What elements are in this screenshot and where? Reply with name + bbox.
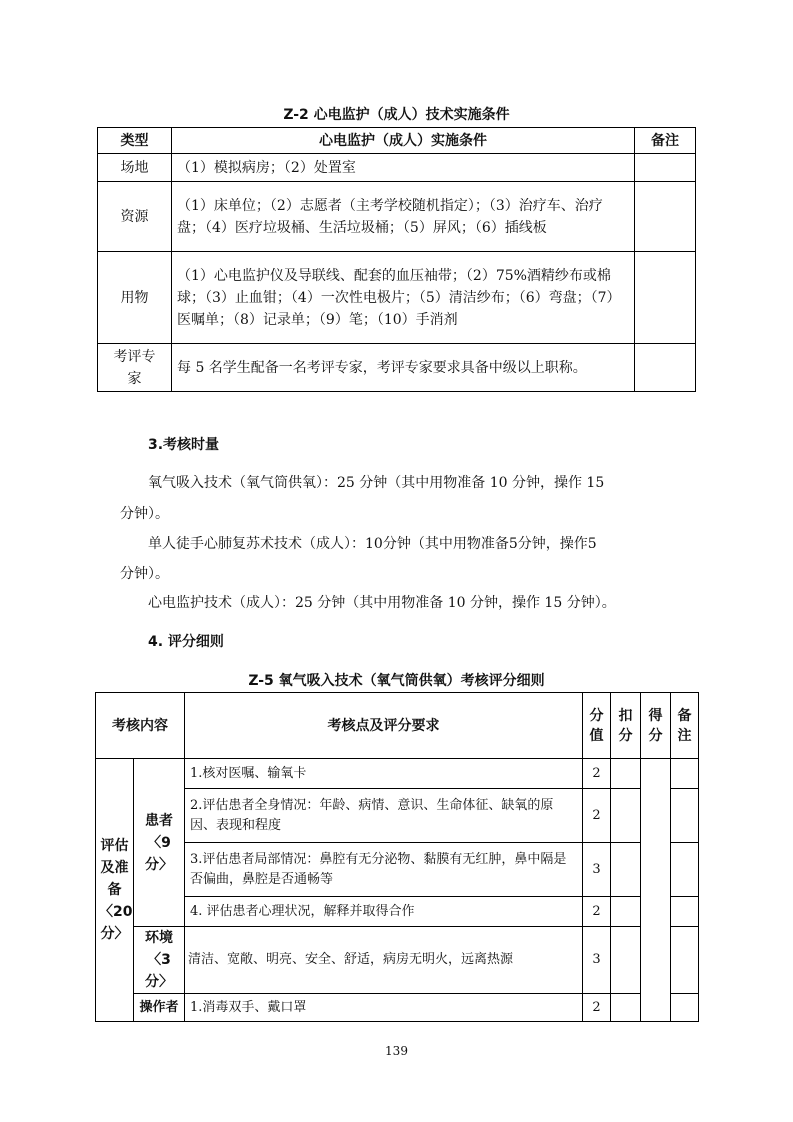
table-row [96, 843, 699, 897]
row-note [671, 897, 699, 927]
conditions-table [97, 127, 696, 392]
row-score: 3 [583, 927, 611, 994]
row-note [635, 252, 696, 344]
section4-heading: 4. 评分细则 [148, 634, 224, 650]
section3-heading: 3.考核时量 [148, 437, 220, 453]
header-note: 备注 [671, 693, 699, 759]
row-text: 3.评估患者局部情况：鼻腔有无分泌物、黏膜有无红肿，鼻中隔是否偏曲，鼻腔是否通畅等 [185, 843, 583, 897]
header-content: 考核内容 [96, 693, 185, 759]
group-label: 评估及准备〈20分〉 [96, 759, 134, 1022]
table1-caption: Z-2 心电监护（成人）技术实施条件 [283, 107, 510, 123]
row-note [635, 344, 696, 392]
got-cell [641, 759, 671, 1022]
paragraph-cpr-time-cont: 分钟）。 [120, 566, 169, 582]
table-row [96, 927, 699, 994]
paragraph-ecg-time: 心电监护技术（成人）：25 分钟（其中用物准备 10 分钟，操作 15 分钟）。 [148, 595, 616, 611]
row-type: 场地 [98, 154, 172, 182]
row-text: 1.核对医嘱、输氧卡 [185, 759, 583, 789]
row-score: 2 [583, 789, 611, 843]
row-note [635, 154, 696, 182]
table-row [96, 759, 699, 789]
paragraph-cpr-time: 单人徒手心肺复苏术技术（成人）：10分钟（其中用物准备5分钟，操作5 [148, 536, 597, 552]
paragraph-oxygen-time: 氧气吸入技术（氧气筒供氧）：25 分钟（其中用物准备 10 分钟，操作 15 [148, 475, 605, 491]
table-row [98, 344, 696, 392]
row-text: 2.评估患者全身情况：年龄、病情、意识、生命体征、缺氧的原因、表现和程度 [185, 789, 583, 843]
header-score: 分值 [583, 693, 611, 759]
table-header-row [98, 128, 696, 154]
table-row [96, 789, 699, 843]
row-type: 用物 [98, 252, 172, 344]
row-note [671, 789, 699, 843]
row-conditions: （1）心电监护仪及导联线、配套的血压袖带；（2）75%酒精纱布或棉球；（3）止血钳；（4）一次性电极片；（5）清洁纱布；（6）弯盘；（7）医嘱单；（8）记录单；（9）笔；（10）手消剂 [172, 252, 635, 344]
row-note [635, 182, 696, 252]
table-row [96, 897, 699, 927]
row-note [671, 843, 699, 897]
row-note [671, 994, 699, 1022]
row-deduct [611, 994, 641, 1022]
page-number: 139 [385, 1044, 408, 1058]
table-header-row [96, 693, 699, 759]
row-text: 4. 评估患者心理状况，解释并取得合作 [185, 897, 583, 927]
header-type: 类型 [98, 128, 172, 154]
header-conditions: 心电监护（成人）实施条件 [172, 128, 635, 154]
row-deduct [611, 789, 641, 843]
row-deduct [611, 897, 641, 927]
subgroup-operator: 操作者 [134, 994, 185, 1022]
row-deduct [611, 927, 641, 994]
row-conditions: （1）模拟病房；（2）处置室 [172, 154, 635, 182]
row-type: 考评专家 [98, 344, 172, 392]
row-conditions: （1）床单位；（2）志愿者（主考学校随机指定）；（3）治疗车、治疗盘；（4）医疗垃圾桶、生活垃圾桶；（5）屏风；（6）插线板 [172, 182, 635, 252]
paragraph-oxygen-time-cont: 分钟）。 [120, 506, 169, 522]
row-type: 资源 [98, 182, 172, 252]
table2-caption: Z-5 氧气吸入技术（氧气筒供氧）考核评分细则 [248, 673, 545, 689]
table-row [98, 182, 696, 252]
row-score: 2 [583, 759, 611, 789]
row-note [671, 759, 699, 789]
header-points: 考核点及评分要求 [185, 693, 583, 759]
table-row [98, 252, 696, 344]
row-deduct [611, 759, 641, 789]
scoring-table [95, 692, 699, 1022]
row-text: 1.消毒双手、戴口罩 [185, 994, 583, 1022]
header-notes: 备注 [635, 128, 696, 154]
row-text: 清洁、宽敞、明亮、安全、舒适，病房无明火，远离热源 [185, 927, 583, 994]
subgroup-patient: 患者〈9分〉 [134, 759, 185, 927]
table-row [96, 994, 699, 1022]
table-row [98, 154, 696, 182]
row-note [671, 927, 699, 994]
row-score: 3 [583, 843, 611, 897]
row-deduct [611, 843, 641, 897]
header-deduct: 扣分 [611, 693, 641, 759]
subgroup-environment: 环境〈3分〉 [134, 927, 185, 994]
row-score: 2 [583, 897, 611, 927]
row-score: 2 [583, 994, 611, 1022]
row-conditions: 每 5 名学生配备一名考评专家，考评专家要求具备中级以上职称。 [172, 344, 635, 392]
header-got: 得分 [641, 693, 671, 759]
